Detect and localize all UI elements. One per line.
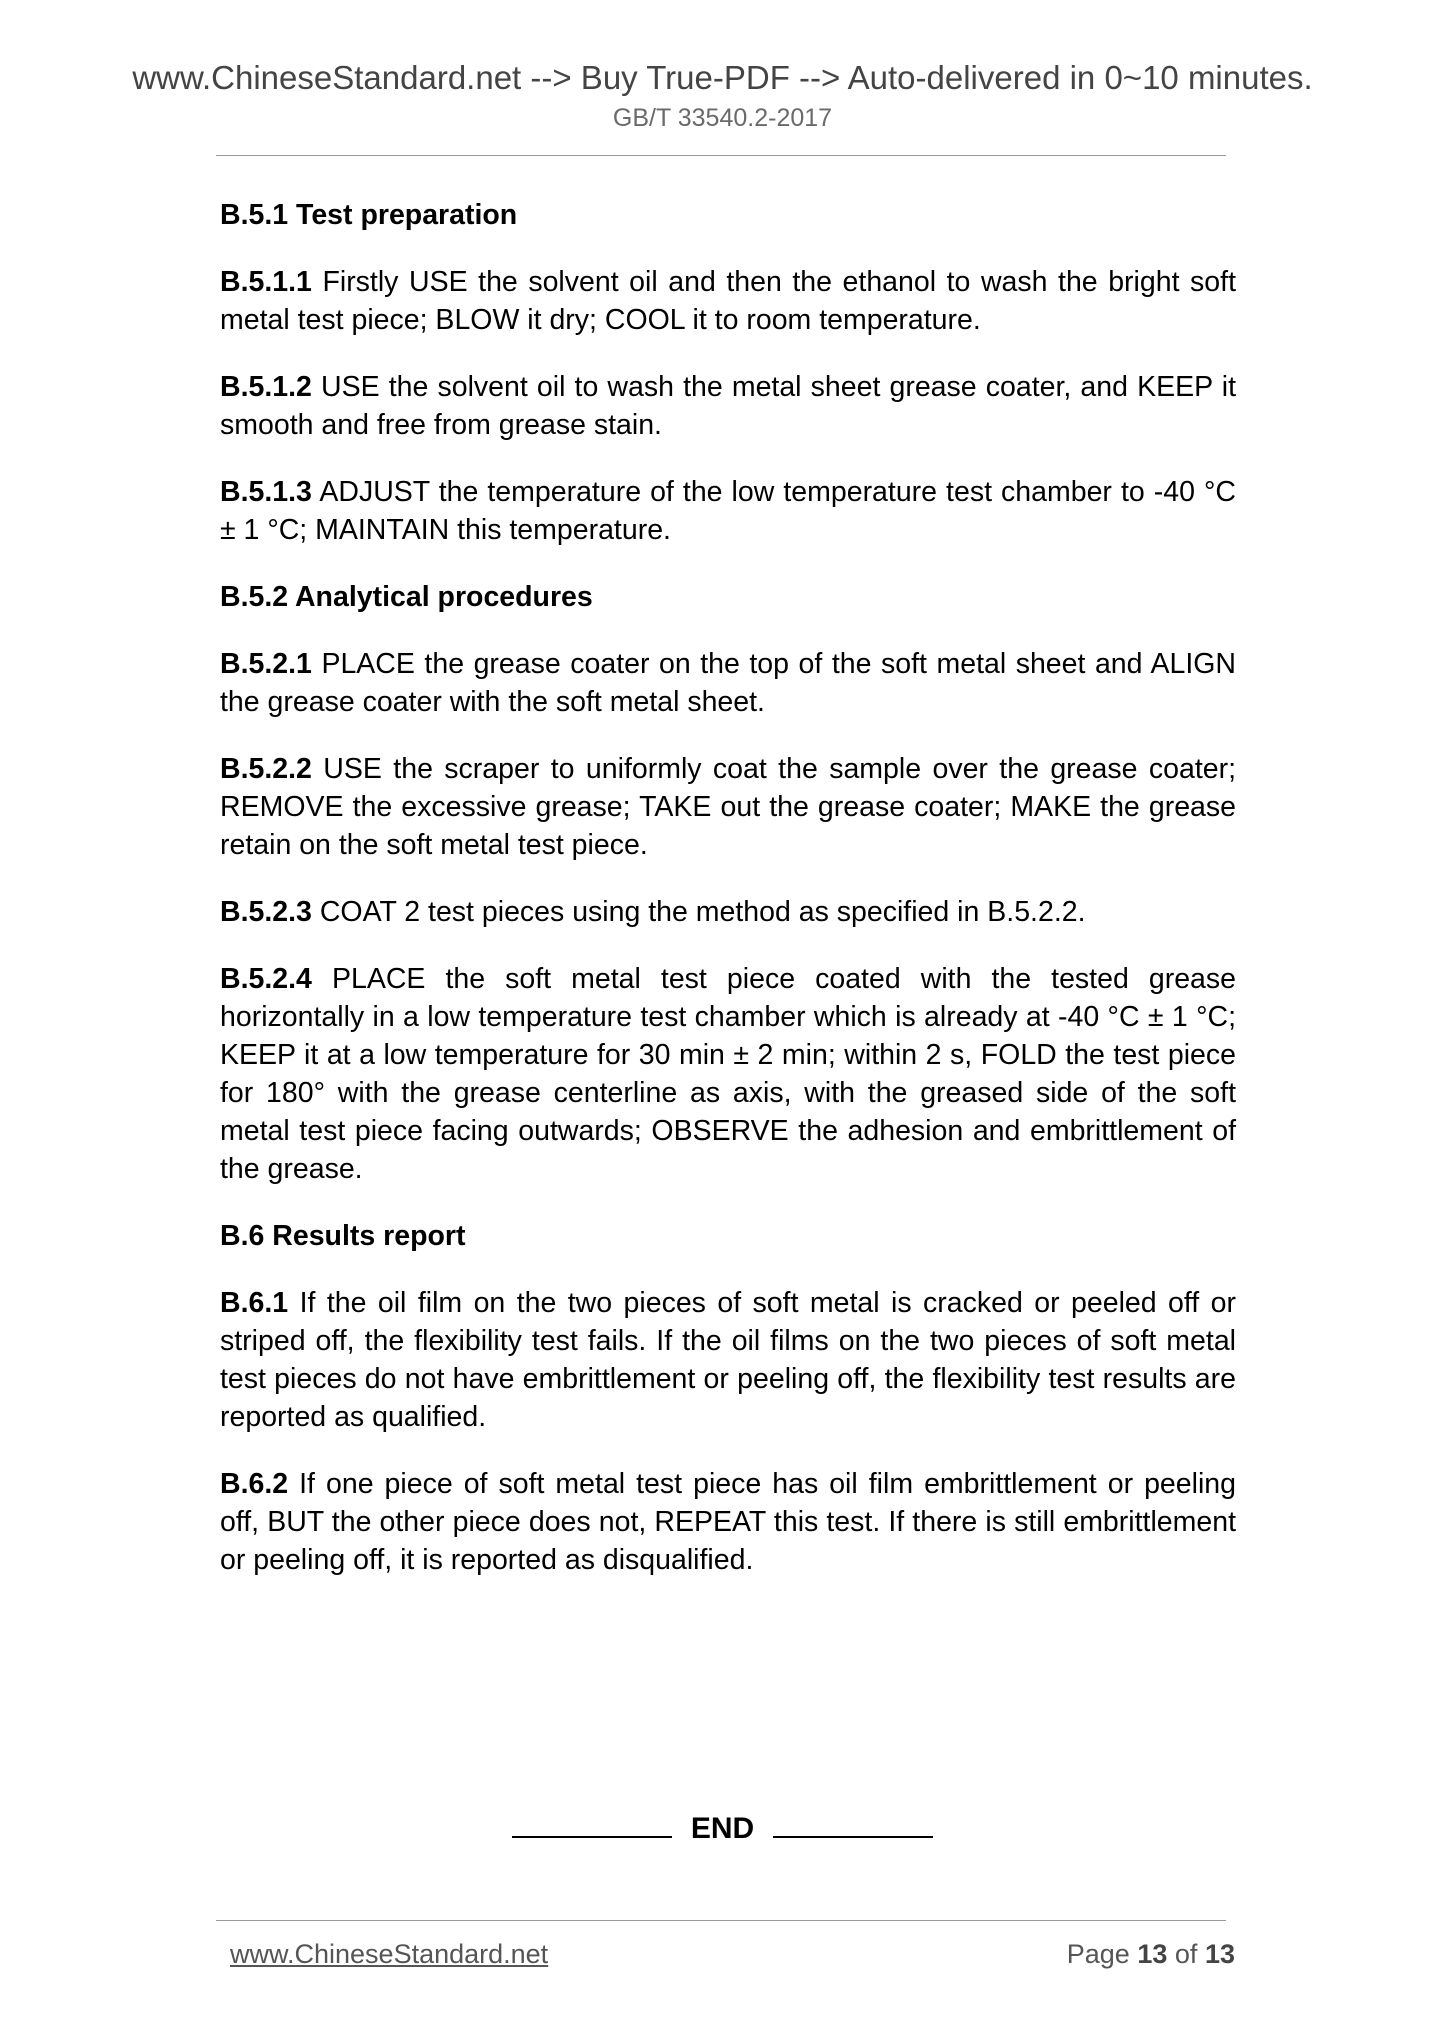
- clause-number: B.5.2.2: [220, 753, 312, 785]
- clause-paragraph: [220, 1284, 1236, 1436]
- end-underline-left: [512, 1804, 672, 1838]
- clause-paragraph: [220, 263, 1236, 339]
- clause-paragraph: [220, 1465, 1236, 1579]
- clause-number: B.6.2: [220, 1468, 289, 1500]
- end-underline-right: [773, 1804, 933, 1838]
- page-header: [0, 58, 1445, 133]
- clause-paragraph: [220, 893, 1236, 931]
- clause-paragraph: [220, 368, 1236, 444]
- clause-text: USE the scraper to uniformly coat the sample over the grease coater; REMOVE the excessive grease; TAKE out the grease coater; MAKE the grease retain on the soft metal test piece.: [220, 753, 1236, 861]
- clause-paragraph: [220, 473, 1236, 549]
- page-label: Page: [1066, 1939, 1130, 1969]
- clause-text: COAT 2 test pieces using the method as specified in B.5.2.2.: [319, 896, 1086, 928]
- clause-paragraph: [220, 960, 1236, 1188]
- header-banner: www.ChineseStandard.net --> Buy True-PDF --> Auto-delivered in 0~10 minutes.: [132, 59, 1313, 96]
- page-footer: [230, 1937, 1235, 1971]
- footer-website-link[interactable]: www.ChineseStandard.net: [230, 1939, 549, 1969]
- clause-text: ADJUST the temperature of the low temperature test chamber to -40 °C ± 1 °C; MAINTAIN this temperature.: [220, 476, 1236, 546]
- clause-paragraph: [220, 645, 1236, 721]
- page-of: of: [1174, 1939, 1198, 1969]
- header-divider: [216, 155, 1226, 156]
- standard-number: GB/T 33540.2-2017: [612, 104, 833, 132]
- clause-text: PLACE the soft metal test piece coated with the tested grease horizontally in a low temperature test chamber which is already at -40 °C ± 1 °C; KEEP it at a low temperature for 30 min ± 2 min; within 2 s, FOLD the test piece for 180° with the grease centerline as axis, with the greased side of the soft metal test piece facing outwards; OBSERVE the adhesion and embrittlement of the grease.: [220, 963, 1236, 1185]
- clause-text: If one piece of soft metal test piece has oil film embrittlement or peeling off, BUT the other piece does not, REPEAT this test. If there is still embrittlement or peeling off, it is reported as disqualified.: [220, 1468, 1236, 1576]
- document-body: [220, 196, 1236, 1608]
- page-total: 13: [1204, 1939, 1235, 1969]
- section-heading: B.5.1 Test preparation: [220, 199, 518, 231]
- clause-number: B.5.1.3: [220, 476, 312, 508]
- page-number: [1067, 1937, 1235, 1971]
- clause-number: B.5.2.4: [220, 963, 312, 995]
- end-marker: [0, 1804, 1445, 1849]
- clause-text: USE the solvent oil to wash the metal sheet grease coater, and KEEP it smooth and free from grease stain.: [220, 371, 1236, 441]
- section-heading: B.5.2 Analytical procedures: [220, 581, 593, 613]
- clause-paragraph: [220, 750, 1236, 864]
- section-heading: B.6 Results report: [220, 1220, 466, 1252]
- footer-divider: [216, 1920, 1226, 1921]
- clause-text: If the oil film on the two pieces of soft metal is cracked or peeled off or striped off, the flexibility test fails. If the oil films on the two pieces of soft metal test pieces do not have embrittlement or peeling off, the flexibility test results are reported as qualified.: [220, 1287, 1236, 1433]
- clause-text: Firstly USE the solvent oil and then the ethanol to wash the bright soft metal test piece; BLOW it dry; COOL it to room temperature.: [220, 266, 1236, 336]
- clause-number: B.5.1.1: [220, 266, 312, 298]
- clause-number: B.6.1: [220, 1287, 289, 1319]
- clause-number: B.5.2.3: [220, 896, 312, 928]
- clause-number: B.5.1.2: [220, 371, 312, 403]
- clause-text: PLACE the grease coater on the top of the soft metal sheet and ALIGN the grease coater with the soft metal sheet.: [220, 648, 1236, 718]
- end-label: END: [690, 1812, 755, 1845]
- clause-number: B.5.2.1: [220, 648, 312, 680]
- page-current: 13: [1137, 1939, 1168, 1969]
